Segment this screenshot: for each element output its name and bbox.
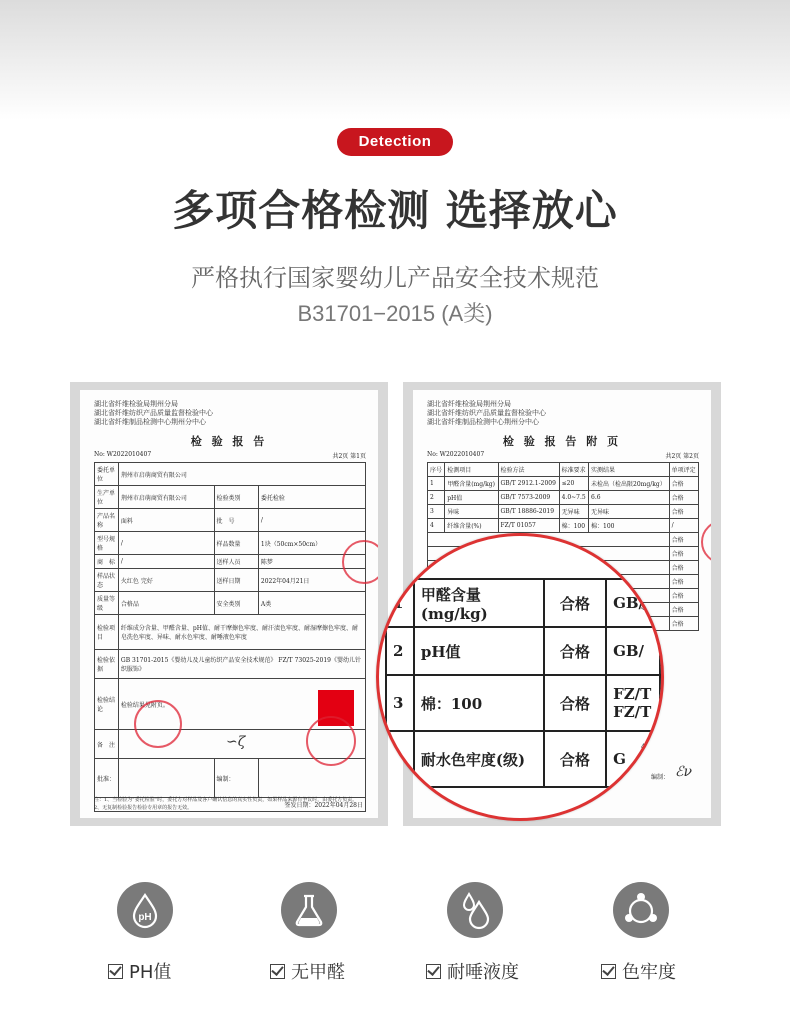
detection-badge: Detection xyxy=(337,128,453,156)
header-line: 湖北省纤维纺织产品质量监督检验中心 xyxy=(427,409,546,417)
table-cell: GB 31701-2015《婴幼儿及儿童纺织产品安全技术规范》 FZ/T 73025-2019《婴幼儿针织服饰》 xyxy=(118,650,365,679)
side-mark: 4-5 xyxy=(641,586,653,594)
table-row xyxy=(386,675,660,731)
table-cell: 合格 xyxy=(669,617,698,631)
table-cell: GB/T 18886-2019 xyxy=(498,505,559,519)
table-cell: 批 号 xyxy=(214,509,258,532)
table-cell: 合格 xyxy=(669,547,698,561)
column-header: 单项评定 xyxy=(669,463,698,477)
top-gradient xyxy=(0,0,790,120)
header-line: 湖北省纤维检验局荆州分局 xyxy=(94,400,178,408)
table-cell: 送样日期 xyxy=(214,569,258,592)
report-title: 检 验 报 告 附 页 xyxy=(502,435,622,448)
table-cell: 无异味 xyxy=(589,505,670,519)
side-mark: 4-6 xyxy=(641,743,653,751)
table-cell: 检验结果见附页。 xyxy=(118,679,365,730)
table-cell: 合格 xyxy=(544,675,606,731)
table-cell: 合格品 xyxy=(118,592,214,615)
table-row xyxy=(428,519,699,533)
table-cell: 2 xyxy=(428,491,445,505)
report-header xyxy=(94,400,378,427)
table-cell: 检验结论 xyxy=(95,679,119,730)
ph-drop-icon xyxy=(117,882,173,938)
table-cell: 无异味 xyxy=(559,505,588,519)
table-cell: 委托单位 xyxy=(95,463,119,486)
table-cell: GB/ xyxy=(606,579,660,627)
header-line: 湖北省纤维纺织产品质量监督检验中心 xyxy=(94,409,213,417)
table-cell: 样品状态 xyxy=(95,569,119,592)
magnified-table xyxy=(385,578,661,788)
column-header: 实测结果 xyxy=(589,463,670,477)
side-marks xyxy=(641,586,652,761)
signature-icon: ℰν xyxy=(675,764,692,780)
table-cell: 2 xyxy=(386,627,414,675)
table-row xyxy=(95,463,366,486)
table-cell: GB/T 7573-2009 xyxy=(498,491,559,505)
table-cell: / xyxy=(669,519,698,533)
table-cell: G xyxy=(606,731,660,787)
table-cell: 型号规格 xyxy=(95,532,119,555)
table-cell: 生产单位 xyxy=(95,486,119,509)
stamp-icon xyxy=(342,540,378,584)
table-row xyxy=(95,509,366,532)
color-wheel-icon xyxy=(613,882,669,938)
table-cell: pH值 xyxy=(414,627,544,675)
feature-label: 耐唾液度 xyxy=(447,962,519,983)
table-cell: 甲醛含量(mg/kg) xyxy=(445,477,498,491)
table-cell: 棉：100 xyxy=(559,519,588,533)
side-mark: 4-6 xyxy=(641,604,653,612)
feature-no-formaldehyde xyxy=(270,958,345,984)
table-cell: 合格 xyxy=(669,477,698,491)
table-cell: 合格 xyxy=(669,603,698,617)
checkbox-icon xyxy=(426,964,441,979)
column-header: 序号 xyxy=(428,463,445,477)
stamp-icon xyxy=(134,700,182,748)
feature-ph xyxy=(108,958,171,984)
checkbox-icon xyxy=(270,964,285,979)
page-subtitle: 严格执行国家婴幼儿产品安全技术规范 xyxy=(191,264,599,292)
table-cell: 4 xyxy=(428,519,445,533)
report-meta xyxy=(94,451,366,460)
feature-saliva-resistance xyxy=(426,958,519,984)
report-header xyxy=(427,400,711,427)
report-footnotes xyxy=(94,796,366,812)
column-header: 标准要求 xyxy=(559,463,588,477)
footnote: 2、无复制检验报告检验专用章的报告无效。 xyxy=(94,805,193,811)
column-header: 检验方法 xyxy=(498,463,559,477)
table-cell: FZ/T 01057 xyxy=(498,519,559,533)
column-header: 检测项目 xyxy=(445,463,498,477)
table-cell: 纤维含量(%) xyxy=(445,519,498,533)
table-cell: 2022年04月21日 xyxy=(258,569,365,592)
table-cell: 检验项目 xyxy=(95,615,119,650)
header-line: 湖北省纤维制品检测中心荆州分中心 xyxy=(427,418,539,426)
table-cell: 编制： xyxy=(214,759,258,798)
report-title: 检 验 报 告 xyxy=(190,435,268,448)
table-cell: 棉：100 xyxy=(414,675,544,731)
table-cell: ≤20 xyxy=(559,477,588,491)
header-line: 湖北省纤维制品检测中心荆州分中心 xyxy=(94,418,206,426)
table-cell: 1 xyxy=(428,477,445,491)
table-cell: 合格 xyxy=(669,589,698,603)
table-row xyxy=(95,569,366,592)
table-cell: 合格 xyxy=(669,505,698,519)
table-cell: GB/T 2912.1-2009 xyxy=(498,477,559,491)
table-cell: 合格 xyxy=(544,731,606,787)
table-cell: 合格 xyxy=(669,575,698,589)
table-cell: pH值 xyxy=(445,491,498,505)
table-cell: 荆州市启萌商贸有限公司 xyxy=(118,486,214,509)
table-cell: 合格 xyxy=(544,627,606,675)
table-cell xyxy=(258,759,365,798)
table-cell: / xyxy=(258,509,365,532)
table-cell: 合格 xyxy=(544,579,606,627)
table-cell: A类 xyxy=(258,592,365,615)
table-row xyxy=(95,532,366,555)
feature-label: PH值 xyxy=(129,962,172,983)
table-cell: 样品数量 xyxy=(214,532,258,555)
table-cell: 面料 xyxy=(118,509,214,532)
report-meta xyxy=(427,451,699,460)
table-cell: 纤维成分含量、甲醛含量、pH值、耐干摩擦色牢度、耐汗渍色牢度、耐湿摩擦色牢度、耐皂洗色牢度、异味、耐水色牢度、耐唾液色牢度 xyxy=(118,615,365,650)
table-cell: / xyxy=(118,532,214,555)
table-row xyxy=(386,627,660,675)
table-cell: 批准： xyxy=(95,759,119,798)
table-row xyxy=(95,615,366,650)
table-cell: 3 xyxy=(386,675,414,731)
table-row xyxy=(95,555,366,569)
table-cell: 棉：100 xyxy=(589,519,670,533)
table-cell: FZ/T FZ/T xyxy=(606,675,660,731)
table-cell: 产品名称 xyxy=(95,509,119,532)
table-row xyxy=(386,579,660,627)
checkbox-icon xyxy=(108,964,123,979)
side-mark: 4-6 xyxy=(641,595,653,603)
table-cell: 备 注 xyxy=(95,730,119,759)
table-cell: 商 标 xyxy=(95,555,119,569)
table-row xyxy=(428,491,699,505)
table-cell: 合格 xyxy=(669,491,698,505)
table-cell: / xyxy=(118,555,214,569)
table-cell xyxy=(118,759,214,798)
signer-label: 编制： xyxy=(651,774,670,781)
table-cell: 甲醛含量(mg/kg) xyxy=(414,579,544,627)
table-row xyxy=(95,592,366,615)
signature-icon: ∽ζ xyxy=(226,734,246,750)
report-number: No: W2022010407 xyxy=(94,451,152,458)
table-cell: 安全类别 xyxy=(214,592,258,615)
table-cell: 异味 xyxy=(445,505,498,519)
magnifier-circle xyxy=(376,533,664,821)
table-cell: 6.6 xyxy=(589,491,670,505)
table-cell: 1 xyxy=(386,579,414,627)
table-cell: 陈梦 xyxy=(258,555,365,569)
table-cell: 委托检验 xyxy=(258,486,365,509)
inspection-report-sheet xyxy=(80,390,378,818)
table-cell: 检验类别 xyxy=(214,486,258,509)
droplets-icon xyxy=(447,882,503,938)
report-page: 共2页 第1页 xyxy=(332,453,366,460)
table-row xyxy=(428,477,699,491)
table-cell: 荆州市启萌商贸有限公司 xyxy=(118,463,365,486)
table-cell: 4 xyxy=(386,731,414,787)
flask-icon xyxy=(281,882,337,938)
sign-date: 签发日期：2022年04月28日 xyxy=(95,798,366,812)
table-cell: 4.0~7.5 xyxy=(559,491,588,505)
table-cell: 火红色 完好 xyxy=(118,569,214,592)
report-number: No: W2022010407 xyxy=(427,451,485,458)
svg-text:pH: pH xyxy=(138,912,152,923)
table-header-row xyxy=(428,463,699,477)
feature-label: 无甲醛 xyxy=(291,962,345,983)
side-mark: 4-5 xyxy=(641,752,653,760)
left-report-card xyxy=(70,382,388,826)
table-cell: 合格 xyxy=(669,533,698,547)
checkbox-icon xyxy=(601,964,616,979)
page-title: 多项合格检测 选择放心 xyxy=(172,186,618,235)
table-cell: 合格 xyxy=(669,561,698,575)
footnote: 注：1、当检验为“委托检验”时，委托方对样品及客户确认信息的真实性负责，如果样品来源有争议时，由委托方负责。 xyxy=(94,797,358,803)
feature-label: 色牢度 xyxy=(622,962,676,983)
table-row xyxy=(386,731,660,787)
report-page: 共2页 第2页 xyxy=(665,453,699,460)
table-cell: 未检出（检出限20mg/kg） xyxy=(589,477,670,491)
table-cell: 质量等级 xyxy=(95,592,119,615)
table-cell: GB/ xyxy=(606,627,660,675)
table-row xyxy=(428,505,699,519)
table-row xyxy=(95,486,366,509)
stamp-icon xyxy=(701,520,711,564)
stamp-icon xyxy=(306,716,356,766)
standard-code: B31701−2015 (A类) xyxy=(297,301,493,326)
table-cell: 3 xyxy=(428,505,445,519)
table-cell: 1块（50cm×50cm） xyxy=(258,532,365,555)
table-cell: 耐水色牢度(级) xyxy=(414,731,544,787)
table-row xyxy=(95,650,366,679)
table-cell: 送样人员 xyxy=(214,555,258,569)
header-line: 湖北省纤维检验局荆州分局 xyxy=(427,400,511,408)
feature-color-fastness xyxy=(601,958,676,984)
table-cell: 检验依据 xyxy=(95,650,119,679)
